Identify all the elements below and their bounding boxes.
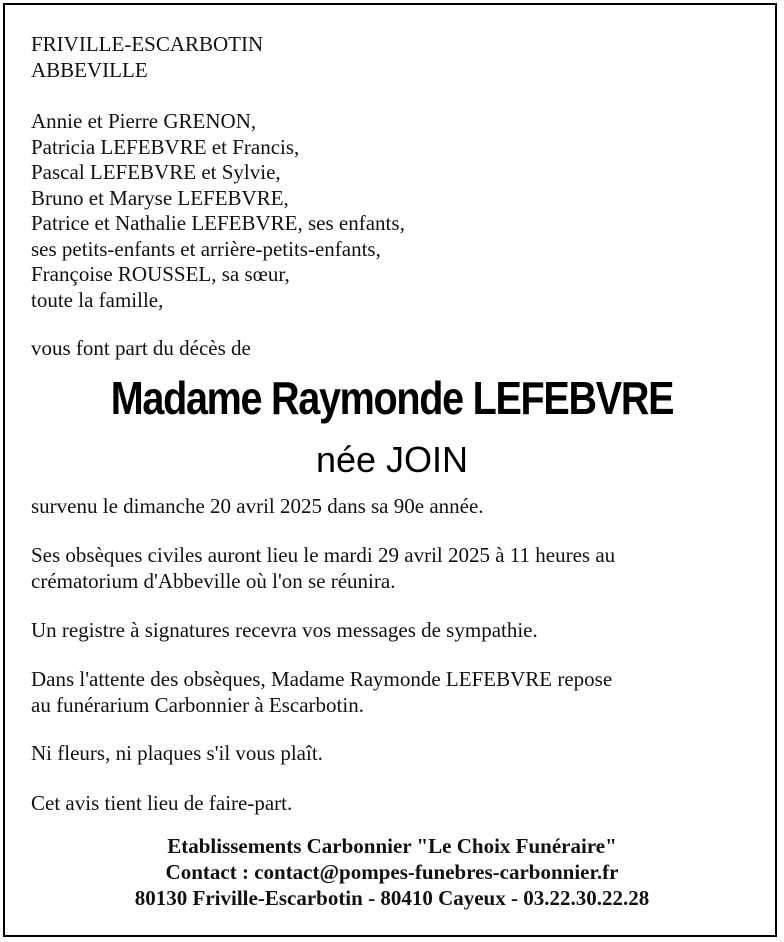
rest-line: Dans l'attente des obsèques, Madame Raymonde LEFEBVRE repose bbox=[31, 667, 613, 691]
funeral-home-footer bbox=[0, 833, 784, 911]
death-details: survenu le dimanche 20 avril 2025 dans sa 90e année. bbox=[31, 494, 484, 518]
maiden-name: née JOIN bbox=[315, 439, 469, 480]
rest-details bbox=[31, 667, 612, 718]
register-details: Un registre à signatures recevra vos messages de sympathie. bbox=[31, 618, 538, 642]
family-list bbox=[31, 109, 405, 313]
family-line: ses petits-enfants et arrière-petits-enfants, bbox=[31, 236, 381, 261]
family-line: Pascal LEFEBVRE et Sylvie, bbox=[31, 160, 281, 184]
funeral-line: Ses obsèques civiles auront lieu le mardi 29 avril 2025 à 11 heures au bbox=[31, 543, 616, 567]
address-phone: 80130 Friville-Escarbotin - 80410 Cayeux - 03.22.30.22.28 bbox=[134, 886, 650, 910]
contact-email: Contact : contact@pompes-funebres-carbonnier.fr bbox=[165, 860, 619, 884]
family-line: Annie et Pierre GRENON, bbox=[31, 109, 257, 133]
rest-line: au funérarium Carbonnier à Escarbotin. bbox=[31, 692, 364, 717]
announcement-text: vous font part du décès de bbox=[31, 336, 251, 360]
family-line: Patricia LEFEBVRE et Francis, bbox=[31, 134, 300, 159]
location-town: FRIVILLE-ESCARBOTIN bbox=[31, 32, 264, 56]
family-line: Françoise ROUSSEL, sa sœur, bbox=[31, 262, 290, 286]
flowers-details: Ni fleurs, ni plaques s'il vous plaît. bbox=[31, 741, 323, 765]
deceased-name: Madame Raymonde LEFEBVRE bbox=[110, 372, 674, 424]
company-name: Etablissements Carbonnier "Le Choix Funéraire" bbox=[167, 834, 617, 858]
family-line: toute la famille, bbox=[31, 287, 164, 312]
notice-details: Cet avis tient lieu de faire-part. bbox=[31, 791, 293, 815]
funeral-line: crématorium d'Abbeville où l'on se réunira. bbox=[31, 568, 396, 593]
location-city: ABBEVILLE bbox=[31, 57, 148, 82]
family-line: Patrice et Nathalie LEFEBVRE, ses enfants, bbox=[31, 211, 405, 235]
location-header bbox=[31, 32, 263, 83]
funeral-details bbox=[31, 543, 615, 594]
family-line: Bruno et Maryse LEFEBVRE, bbox=[31, 185, 289, 210]
